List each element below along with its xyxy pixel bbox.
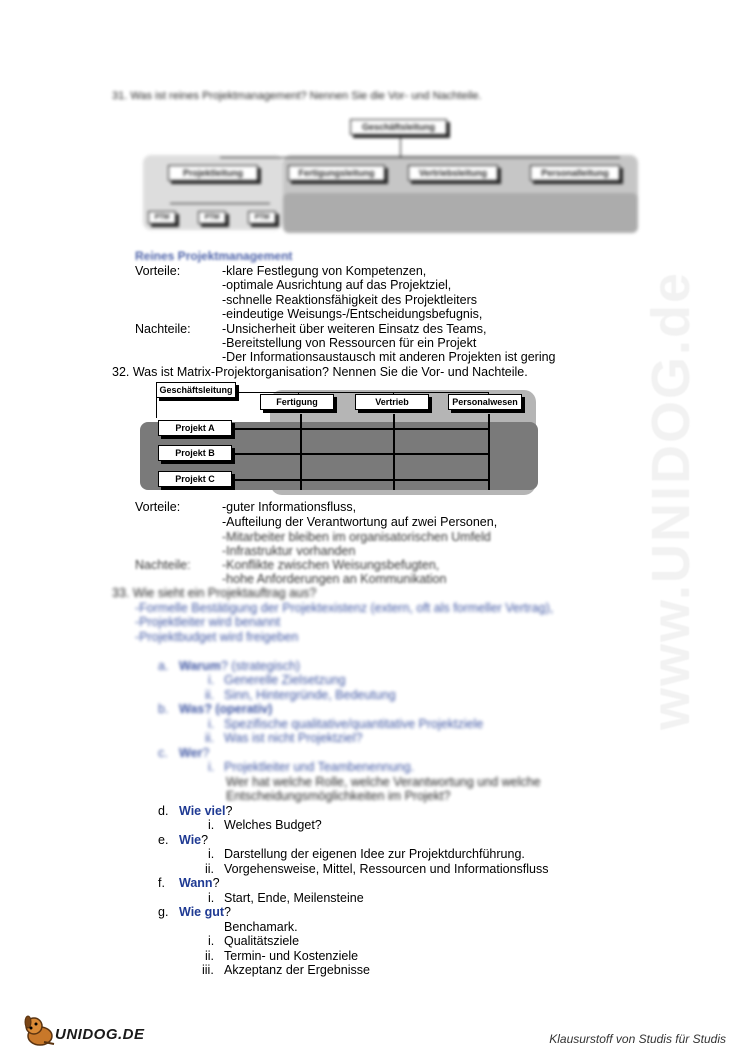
item-c-sub-1: Projektleiter und Teambenennung. — [224, 760, 415, 774]
item-a-sub-2: Sinn, Hintergründe, Bedeutung — [224, 688, 396, 702]
q31-nachteil-3: -Der Informationsaustausch mit anderen Projekten ist gering — [222, 350, 556, 364]
q31-vorteil-1: -klare Festlegung von Kompetenzen, — [222, 264, 427, 278]
item-d-letter: d. — [158, 804, 169, 818]
item-c-title: Wer? — [179, 746, 210, 760]
item-d-sub-1: Welches Budget? — [224, 818, 322, 832]
matrix-col-1: Fertigung — [260, 394, 334, 410]
org-chart-pure — [140, 115, 640, 235]
item-d-title: Wie viel? — [179, 804, 233, 818]
item-d-sub-1-num: i. — [208, 818, 215, 832]
item-e-sub-2: Vorgehensweise, Mittel, Ressourcen und Informationsfluss — [224, 862, 549, 876]
item-e-sub-1-num: i. — [208, 847, 215, 861]
item-f-sub-1-num: i. — [208, 891, 215, 905]
org-chart-matrix — [140, 380, 540, 500]
matrix-box-top: Geschäftsleitung — [156, 382, 236, 398]
item-f-letter: f. — [158, 876, 165, 890]
item-g-sub-2-num: ii. — [205, 949, 215, 963]
q32-nachteil-1: -Konflikte zwischen Weisungsbefugten, — [222, 558, 440, 572]
item-g-sub-1-num: i. — [208, 934, 215, 948]
item-a-sub-2-num: ii. — [205, 688, 215, 702]
item-g-sub-3-num: iii. — [202, 963, 214, 977]
item-c-letter: c. — [158, 746, 168, 760]
item-g-title: Wie gut? — [179, 905, 231, 919]
question-31: 31. Was ist reines Projektmanagement? Nennen Sie die Vor- und Nachteile. — [112, 90, 482, 102]
q32-vorteil-4: -Infrastruktur vorhanden — [222, 544, 356, 558]
item-g-sub-1: Qualitätsziele — [224, 934, 300, 948]
org-box-3: Vertriebsleitung — [408, 165, 498, 181]
item-f-sub-1: Start, Ende, Meilensteine — [224, 891, 364, 905]
matrix-row-2: Projekt B — [158, 445, 232, 461]
item-a-sub-1: Generelle Zielsetzung — [224, 673, 346, 687]
matrix-row-3: Projekt C — [158, 471, 232, 487]
matrix-col-2: Vertrieb — [355, 394, 429, 410]
q33-intro-2: -Projektleiter wird benannt — [135, 615, 281, 629]
item-g-sub-2: Termin- und Kostenziele — [224, 949, 359, 963]
heading-pure: Reines Projektmanagement — [135, 249, 293, 263]
org-box-4: Personalleitung — [530, 165, 620, 181]
q32-nachteile-label: Nachteile: — [135, 558, 191, 572]
q32-nachteil-2: -hohe Anforderungen an Kommunikation — [222, 572, 447, 586]
item-g-sub-3: Akzeptanz der Ergebnisse — [224, 963, 370, 977]
q31-vorteil-2: -optimale Ausrichtung auf das Projektziel, — [222, 278, 452, 292]
item-b-sub-2: Was ist nicht Projektziel? — [224, 731, 363, 745]
q31-vorteile-label: Vorteile: — [135, 264, 181, 278]
ptm-box-2: PTM — [198, 211, 226, 224]
item-c-sub-1-num: i. — [208, 760, 215, 774]
q31-nachteil-1: -Unsicherheit über weiteren Einsatz des Teams, — [222, 322, 487, 336]
q33-intro-3: -Projektbudget wird freigeben — [135, 630, 299, 644]
q31-nachteil-2: -Bereitstellung von Ressourcen für ein Projekt — [222, 336, 477, 350]
item-e-sub-2-num: ii. — [205, 862, 215, 876]
item-b-sub-1-num: i. — [208, 717, 215, 731]
item-f-title: Wann? — [179, 876, 220, 890]
q32-vorteil-1: -guter Informationsfluss, — [222, 500, 357, 514]
question-33: 33. Wie sieht ein Projektauftrag aus? — [112, 586, 317, 600]
org-box-2: Fertigungsleitung — [288, 165, 385, 181]
q31-vorteil-3: -schnelle Reaktionsfähigkeit des Projektleiters — [222, 293, 477, 307]
org-box-1: Projektleitung — [168, 165, 258, 181]
item-c-extra-1: Wer hat welche Rolle, welche Verantwortung und welche — [226, 775, 541, 789]
item-g-letter: g. — [158, 905, 169, 919]
question-32: 32. Was ist Matrix-Projektorganisation? Nennen Sie die Vor- und Nachteile. — [112, 365, 528, 379]
item-b-title: Was? (operativ) — [179, 702, 273, 716]
ptm-box-1: PTM — [148, 211, 176, 224]
item-b-letter: b. — [158, 702, 169, 716]
item-b-sub-2-num: ii. — [205, 731, 215, 745]
item-a-letter: a. — [158, 659, 169, 673]
logo-text[interactable]: UNIDOG.DE — [55, 1026, 145, 1043]
item-a-sub-1-num: i. — [208, 673, 215, 687]
q31-nachteile-label: Nachteile: — [135, 322, 191, 336]
item-g-pre: Benchamark. — [224, 920, 298, 934]
footer-tagline: Klausurstoff von Studis für Studis — [549, 1032, 726, 1046]
item-a-title: Warum? (strategisch) — [179, 659, 301, 673]
item-b-sub-1: Spezifische qualitative/quantitative Projektziele — [224, 717, 484, 731]
q32-vorteil-2: -Aufteilung der Verantwortung auf zwei Personen, — [222, 515, 498, 529]
org-box-top: Geschäftsleitung — [350, 119, 447, 135]
item-e-title: Wie? — [179, 833, 209, 847]
matrix-col-3: Personalwesen — [448, 394, 522, 410]
watermark: www.UNIDOG.de — [641, 270, 701, 730]
q32-vorteil-3: -Mitarbeiter bleiben im organisatorischen Umfeld — [222, 530, 491, 544]
matrix-row-1: Projekt A — [158, 420, 232, 436]
q32-vorteile-label: Vorteile: — [135, 500, 181, 514]
item-c-extra-2: Entscheidungsmöglichkeiten im Projekt? — [226, 789, 451, 803]
item-e-letter: e. — [158, 833, 169, 847]
q31-vorteil-4: -eindeutige Weisungs-/Entscheidungsbefugnis, — [222, 307, 483, 321]
ptm-box-3: PTM — [248, 211, 276, 224]
item-e-sub-1: Darstellung der eigenen Idee zur Projektdurchführung. — [224, 847, 525, 861]
q33-intro-1: -Formelle Bestätigung der Projektexistenz (extern, oft als formeller Vertrag), — [135, 601, 554, 615]
